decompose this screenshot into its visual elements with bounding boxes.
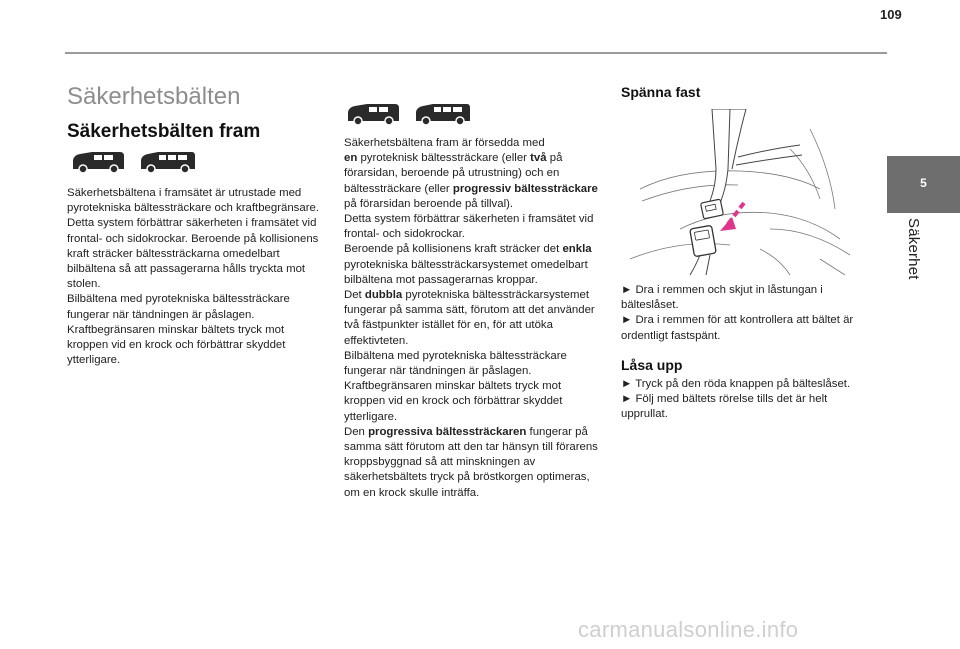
unlock-steps [621, 377, 861, 423]
col2-paragraph-1: Säkerhetsbältena fram är försedda med en pyroteknisk bältessträckare (eller två på förarsidan, beroende på utrustning) och en bältessträckare (eller progressiv bältessträckare på förarsidan beroende på tillval). [344, 137, 598, 210]
header-rule [65, 52, 887, 54]
unlock-step: ► Tryck på den röda knappen på bälteslåset. [621, 378, 851, 390]
seatbelt-fasten-illustration [620, 109, 860, 275]
col1-paragraph: Bilbältena med pyrotekniska bältessträckare fungerar när tändningen är påslagen. [67, 293, 290, 321]
van-short-icon [70, 149, 127, 174]
fasten-steps [621, 283, 861, 344]
col1-paragraph: Detta system förbättrar säkerheten i framsätet vid frontal- och sidokrockar. Beroende på kollisionens kraft sträcker bältessträckarna omedelbart bilbältena så att passagerarna hålls tryckta mot stolen. [67, 217, 319, 291]
chapter-number: 5 [920, 176, 927, 190]
van-long-icon [414, 101, 471, 126]
van-long-icon [139, 149, 196, 174]
watermark: carmanualsonline.info [578, 617, 799, 642]
col1-paragraph: Säkerhetsbältena i framsätet är utrustade med pyrotekniska bältessträckare och kraftbegränsare. [67, 187, 319, 215]
col2-paragraph-7: Den progressiva bältessträckaren fungerar på samma sätt förutom att den tar hänsyn till förarens kroppsbyggnad så att minskningen av säkerhetsbältets tryck på bröstkorgen optimeras, om en krock skulle inträffa. [344, 425, 598, 499]
col2-paragraph-2: Detta system förbättrar säkerheten i framsätet vid frontal- och sidokrockar. [344, 213, 594, 241]
heading-unlock: Låsa upp [621, 357, 683, 373]
col2-paragraph-5: Bilbältena med pyrotekniska bältessträckare fungerar när tändningen är påslagen. [344, 349, 567, 378]
chapter-label: Säkerhet [905, 218, 922, 280]
fasten-step: ► Dra i remmen för att kontrollera att bältet är ordentligt fastspänt. [621, 314, 854, 342]
unlock-step: ► Följ med bältets rörelse tills det är helt upprullat. [621, 393, 828, 421]
vehicle-icons-col2 [345, 101, 471, 126]
col1-paragraph: Kraftbegränsaren minskar bältets tryck mot kroppen vid en krock och förbättrar skyddet ytterligare. [67, 323, 286, 367]
col2-body [344, 136, 604, 501]
col2-paragraph-3: Beroende på kollisionens kraft sträcker det enkla pyrotekniska bältessträckarsystemet omedelbart bilbältena mot passagerarnas kroppar. [344, 243, 592, 286]
heading-fasten: Spänna fast [621, 84, 701, 100]
chapter-tab[interactable] [887, 156, 960, 213]
heading-front-seatbelts: Säkerhetsbälten fram [67, 121, 261, 142]
col2-paragraph-6: Kraftbegränsaren minskar bältets tryck mot kroppen vid en krock och förbättrar skyddet ytterligare. [344, 380, 563, 423]
page-number: 109 [880, 7, 902, 22]
section-title: Säkerhetsbälten [67, 83, 241, 110]
van-short-icon [345, 101, 402, 126]
vehicle-icons-col1 [70, 149, 196, 174]
fasten-step: ► Dra i remmen och skjut in låstungan i bälteslåset. [621, 284, 823, 312]
col2-paragraph-4: Det dubbla pyrotekniska bältessträckarsystemet fungerar på samma sätt, förutom att det använder två fästpunkter istället för en, för att utöka effektivteten. [344, 289, 595, 347]
col1-body [67, 186, 325, 368]
